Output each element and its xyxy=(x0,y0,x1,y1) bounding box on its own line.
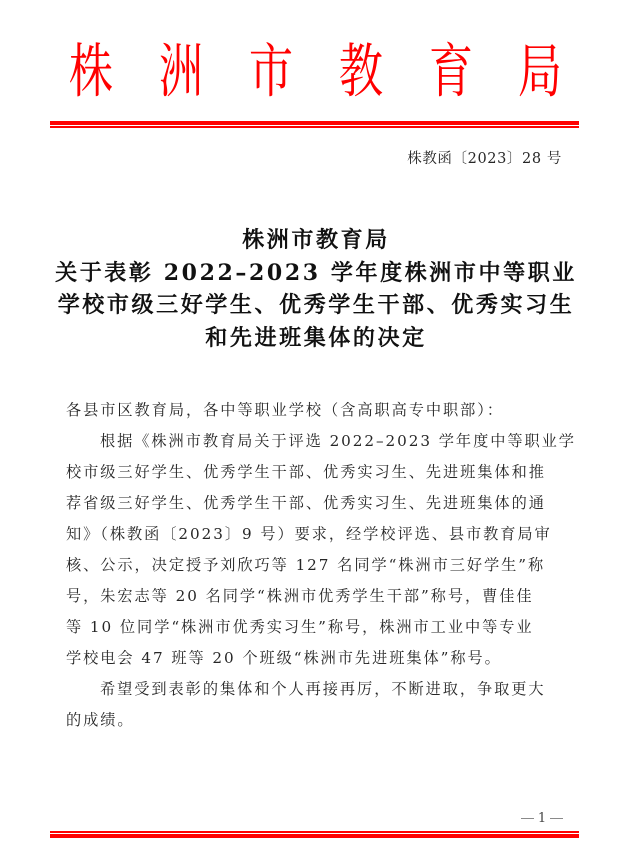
masthead-char: 株 xyxy=(68,37,114,107)
document-title xyxy=(0,224,632,354)
body-line: 根据《株洲市教育局关于评选 2022–2023 学年度中等职业学 xyxy=(100,432,576,450)
masthead-char: 教 xyxy=(338,37,384,107)
document-body xyxy=(66,395,576,736)
page-number xyxy=(516,810,568,828)
page-number-value: 1 xyxy=(537,811,547,826)
footer-rule-thick xyxy=(50,834,579,838)
masthead-char: 育 xyxy=(428,37,474,107)
document-number: 株教函〔2023〕28 号 xyxy=(407,151,562,167)
body-line: 学校电会 47 班等 20 个班级“株洲市先进班集体”称号。 xyxy=(66,649,502,667)
body-line: 核、公示，决定授予刘欣巧等 127 名同学“株洲市三好学生”称 xyxy=(66,556,546,574)
closing-line: 的成绩。 xyxy=(66,711,135,729)
header-rule-thick xyxy=(50,121,579,125)
body-line: 知》（株教函〔2023〕9 号）要求，经学校评选、县市教育局审 xyxy=(66,525,552,543)
title-line: 株洲市教育局 xyxy=(242,227,390,253)
title-line: 关于表彰 2022–2023 学年度株洲市中等职业 xyxy=(55,259,577,286)
dash-decoration xyxy=(521,818,534,819)
title-line: 和先进班集体的决定 xyxy=(205,324,427,351)
dash-decoration xyxy=(550,818,563,819)
masthead-char: 洲 xyxy=(158,37,204,107)
masthead-char: 局 xyxy=(517,37,563,107)
salutation: 各县市区教育局，各中等职业学校（含高职高专中职部）： xyxy=(66,401,504,419)
closing-line: 希望受到表彰的集体和个人再接再厉，不断进取，争取更大 xyxy=(100,680,546,698)
masthead xyxy=(0,37,632,107)
header-rule-thin xyxy=(50,126,579,128)
body-line: 等 10 位同学“株洲市优秀实习生”称号，株洲市工业中等专业 xyxy=(66,618,534,636)
body-line: 荐省级三好学生、优秀学生干部、优秀实习生、先进班集体的通 xyxy=(66,494,546,512)
title-line: 学校市级三好学生、优秀学生干部、优秀实习生 xyxy=(57,292,575,318)
body-line: 号，朱宏志等 20 名同学“株洲市优秀学生干部”称号，曹佳佳 xyxy=(66,587,534,605)
footer-rule-thin xyxy=(50,831,579,833)
masthead-char: 市 xyxy=(248,37,294,107)
body-line: 校市级三好学生、优秀学生干部、优秀实习生、先进班集体和推 xyxy=(66,463,546,481)
